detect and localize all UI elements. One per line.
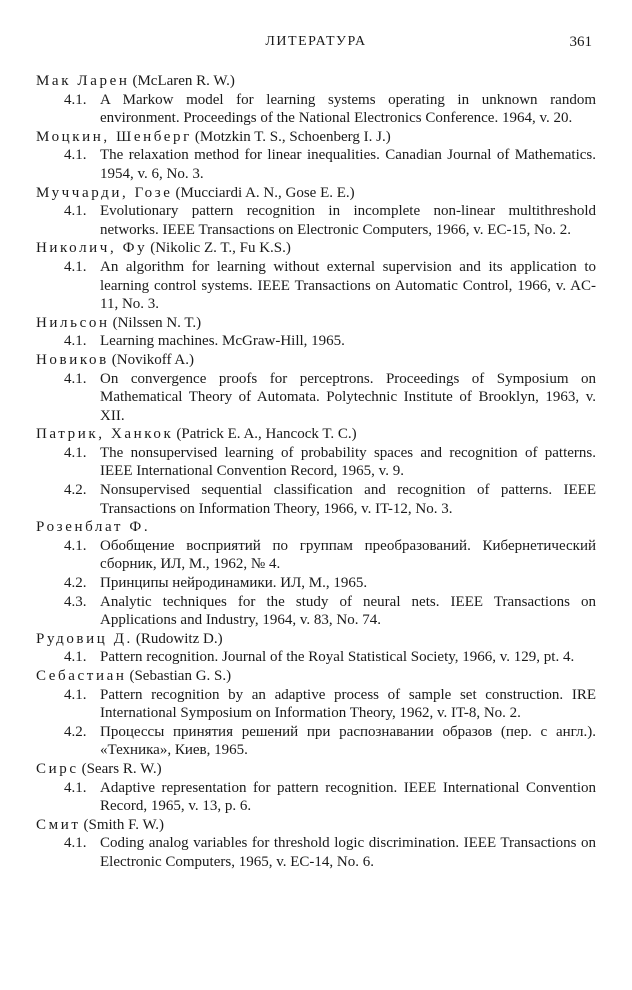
reference-number: 4.1. xyxy=(64,91,87,108)
bibliography-entry xyxy=(36,760,596,816)
reference-text: Pattern recognition. Journal of the Royal Statistical Society, 1966, v. 129, pt. 4. xyxy=(100,649,575,666)
reference-number: 4.2. xyxy=(64,723,87,740)
reference-text: Pattern recognition by an adaptive process of sample set construction. IRE International Symposium on Information Theory, 1962, v. IT-8, No. 2. xyxy=(100,686,596,722)
author-name-russian: Нильсон xyxy=(36,314,110,331)
author-name-latin: (Rudowitz D.) xyxy=(135,630,223,647)
reference-number: 4.1. xyxy=(64,258,87,275)
reference-text: The relaxation method for linear inequalities. Canadian Journal of Mathematics. 1954, v. 6, No. 3. xyxy=(100,147,596,182)
bibliography-entry xyxy=(36,128,596,184)
reference-item xyxy=(36,332,596,351)
reference-item xyxy=(36,537,596,574)
reference-item xyxy=(36,146,596,183)
reference-text: Learning machines. McGraw-Hill, 1965. xyxy=(100,333,345,350)
reference-text: A Markow model for learning systems operating in unknown random environment. Proceedings of the National Electronics Conference. 1964, v. 20. xyxy=(100,91,596,127)
reference-number: 4.1. xyxy=(64,370,87,387)
reference-number: 4.1. xyxy=(64,444,87,461)
author-line xyxy=(36,518,596,537)
reference-text: Adaptive representation for pattern recognition. IEEE International Convention Record, 1965, v. 13, p. 6. xyxy=(100,779,596,815)
author-name-latin: (Nilssen N. T.) xyxy=(112,314,202,331)
author-line xyxy=(36,314,596,333)
author-name-russian: Себастиан xyxy=(36,668,127,684)
author-name-russian: Новиков xyxy=(36,351,109,368)
reference-item xyxy=(36,723,596,760)
author-name-latin: (Novikoff A.) xyxy=(111,351,194,368)
reference-item xyxy=(36,202,596,239)
running-head xyxy=(0,34,632,54)
author-name-latin: (Sebastian G. S.) xyxy=(129,668,232,684)
author-name-russian: Рудовиц Д. xyxy=(36,630,133,647)
reference-number: 4.1. xyxy=(64,333,87,350)
author-name-latin: (Sears R. W.) xyxy=(81,760,162,777)
author-name-russian: Мак Ларен xyxy=(36,73,130,89)
author-name-latin: (Motzkin T. S., Schoenberg I. J.) xyxy=(194,128,391,145)
reference-number: 4.3. xyxy=(64,593,87,610)
reference-item xyxy=(36,648,596,667)
bibliography-entry xyxy=(36,184,596,240)
reference-item xyxy=(36,686,596,723)
bibliography-entry xyxy=(36,239,596,313)
author-name-russian: Патрик, Ханкок xyxy=(36,426,174,443)
author-line xyxy=(36,184,596,203)
reference-number: 4.2. xyxy=(64,482,87,499)
author-line xyxy=(36,816,596,835)
running-title: ЛИТЕРАТУРА xyxy=(265,34,367,49)
author-name-latin: (Patrick E. A., Hancock T. C.) xyxy=(176,426,357,443)
reference-text: Coding analog variables for threshold logic discrimination. IEEE Transactions on Electronic Computers, 1965, v. EC-14, No. 6. xyxy=(100,835,596,870)
reference-text: On convergence proofs for perceptrons. Proceedings of Symposium on Mathematical Theory of Automata. Polytechnic Institute of Brooklyn, 1963, v. XII. xyxy=(100,370,596,424)
bibliography-entry xyxy=(36,518,596,630)
reference-text: Nonsupervised sequential classification and recognition of patterns. IEEE Transactions on Information Theory, 1966, v. IT-12, No. 3. xyxy=(100,482,596,517)
bibliography-entry xyxy=(36,314,596,351)
author-name-latin: (Mucciardi A. N., Gose E. E.) xyxy=(175,184,355,201)
bibliography-entry xyxy=(36,667,596,760)
reference-number: 4.1. xyxy=(64,203,87,220)
reference-number: 4.1. xyxy=(64,835,87,852)
author-name-russian: Смит xyxy=(36,816,81,833)
bibliography-entry xyxy=(36,351,596,425)
reference-text: Принципы нейродинамики. ИЛ, М., 1965. xyxy=(100,575,368,592)
reference-text: Обобщение восприятий по группам преобразований. Кибернетический сборник, ИЛ, М., 1962, № 4. xyxy=(100,537,596,573)
author-line xyxy=(36,425,596,444)
bibliography-list xyxy=(36,72,596,872)
author-name-latin: (McLaren R. W.) xyxy=(132,73,235,89)
reference-item xyxy=(36,593,596,630)
author-line xyxy=(36,760,596,779)
reference-item xyxy=(36,258,596,314)
reference-text: Evolutionary pattern recognition in incomplete non-linear multithreshold networks. IEEE Transactions on Electronic Computers, 1966, v. EC-15, No. 2. xyxy=(100,203,596,238)
reference-number: 4.1. xyxy=(64,537,87,554)
author-line xyxy=(36,72,596,91)
bibliography-entry xyxy=(36,72,596,128)
author-line xyxy=(36,630,596,649)
bibliography-entry xyxy=(36,816,596,872)
reference-number: 4.1. xyxy=(64,686,87,703)
reference-number: 4.1. xyxy=(64,649,87,666)
reference-item xyxy=(36,444,596,481)
reference-text: Analytic techniques for the study of neural nets. IEEE Transactions on Applications and Industry, 1964, v. 83, No. 74. xyxy=(100,593,596,629)
author-line xyxy=(36,667,596,686)
reference-item xyxy=(36,91,596,128)
reference-text: Процессы принятия решений при распознавании образов (пер. с англ.). «Техника», Киев, 1965. xyxy=(100,723,596,759)
bibliography-entry xyxy=(36,630,596,667)
bibliography-entry xyxy=(36,425,596,518)
author-line xyxy=(36,128,596,147)
reference-text: An algorithm for learning without external supervision and its application to learning control systems. IEEE Transactions on Automatic Control, 1966, v. AC-11, No. 3. xyxy=(100,258,596,313)
reference-item xyxy=(36,481,596,518)
reference-number: 4.1. xyxy=(64,147,87,164)
author-name-russian: Муччарди, Гозе xyxy=(36,184,173,201)
author-name-russian: Николич, Фу xyxy=(36,240,148,257)
reference-item xyxy=(36,370,596,426)
author-name-latin: (Smith F. W.) xyxy=(83,816,164,833)
author-line xyxy=(36,239,596,258)
reference-item xyxy=(36,779,596,816)
reference-item xyxy=(36,574,596,593)
author-name-russian: Моцкин, Шенберг xyxy=(36,128,192,145)
author-name-russian: Розенблат Ф. xyxy=(36,519,151,536)
reference-number: 4.2. xyxy=(64,575,87,592)
author-line xyxy=(36,351,596,370)
reference-text: The nonsupervised learning of probability spaces and recognition of patterns. IEEE International Convention Record, 1965, v. 9. xyxy=(100,444,596,480)
page-number: 361 xyxy=(569,34,592,50)
author-name-russian: Сирс xyxy=(36,760,79,777)
reference-number: 4.1. xyxy=(64,779,87,796)
author-name-latin: (Nikolic Z. T., Fu K.S.) xyxy=(150,240,291,257)
reference-item xyxy=(36,834,596,871)
